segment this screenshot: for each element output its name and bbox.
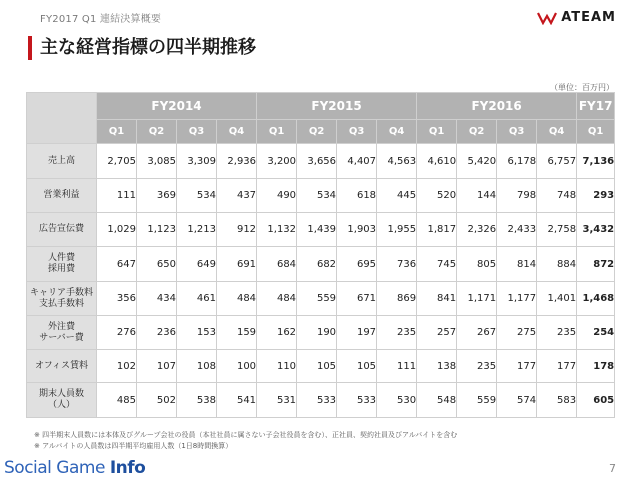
table-cell: 3,432 bbox=[577, 213, 615, 247]
table-cell: 162 bbox=[257, 316, 297, 350]
table-cell: 814 bbox=[497, 247, 537, 282]
table-cell: 872 bbox=[577, 247, 615, 282]
quarter-header: Q3 bbox=[497, 120, 537, 144]
table-cell: 197 bbox=[337, 316, 377, 350]
year-header: FY2016 bbox=[417, 93, 577, 120]
table-cell: 682 bbox=[297, 247, 337, 282]
table-cell: 2,936 bbox=[217, 144, 257, 179]
table-cell: 1,123 bbox=[137, 213, 177, 247]
table-cell: 138 bbox=[417, 350, 457, 383]
table-cell: 745 bbox=[417, 247, 457, 282]
table-cell: 691 bbox=[217, 247, 257, 282]
table-cell: 6,178 bbox=[497, 144, 537, 179]
table-cell: 3,656 bbox=[297, 144, 337, 179]
footnote: ※ アルバイトの人員数は四半期平均雇用人数（1日8時間換算） bbox=[34, 442, 233, 450]
table-cell: 4,610 bbox=[417, 144, 457, 179]
table-row bbox=[27, 350, 615, 383]
year-header-row bbox=[27, 93, 615, 120]
row-label bbox=[27, 316, 97, 350]
table-cell: 3,085 bbox=[137, 144, 177, 179]
kpi-table-body bbox=[27, 144, 615, 418]
table-cell: 4,563 bbox=[377, 144, 417, 179]
table-cell: 2,705 bbox=[97, 144, 137, 179]
table-cell: 798 bbox=[497, 179, 537, 213]
table-cell: 618 bbox=[337, 179, 377, 213]
row-label bbox=[27, 179, 97, 213]
table-cell: 502 bbox=[137, 383, 177, 418]
table-cell: 605 bbox=[577, 383, 615, 418]
table-cell: 178 bbox=[577, 350, 615, 383]
table-cell: 869 bbox=[377, 282, 417, 316]
row-label bbox=[27, 282, 97, 316]
table-cell: 583 bbox=[537, 383, 577, 418]
table-cell: 105 bbox=[297, 350, 337, 383]
table-cell: 461 bbox=[177, 282, 217, 316]
table-cell: 275 bbox=[497, 316, 537, 350]
unit-note: （単位：百万円） bbox=[550, 83, 614, 92]
table-cell: 3,200 bbox=[257, 144, 297, 179]
table-cell: 684 bbox=[257, 247, 297, 282]
row-label bbox=[27, 350, 97, 383]
table-cell: 111 bbox=[377, 350, 417, 383]
table-cell: 533 bbox=[337, 383, 377, 418]
table-cell: 671 bbox=[337, 282, 377, 316]
table-cell: 159 bbox=[217, 316, 257, 350]
row-label bbox=[27, 213, 97, 247]
table-row bbox=[27, 282, 615, 316]
table-cell: 110 bbox=[257, 350, 297, 383]
table-cell: 144 bbox=[457, 179, 497, 213]
table-cell: 1,171 bbox=[457, 282, 497, 316]
year-header: FY17 bbox=[577, 93, 615, 120]
table-cell: 1,903 bbox=[337, 213, 377, 247]
table-cell: 254 bbox=[577, 316, 615, 350]
footnote: ※ 四半期末人員数には本体及びグループ会社の役員（本社社員に属さない子会社役員を含む）、正社員、契約社員及びアルバイトを含む bbox=[34, 431, 458, 439]
quarter-header: Q3 bbox=[337, 120, 377, 144]
title-accent-bar bbox=[28, 36, 32, 60]
table-cell: 177 bbox=[497, 350, 537, 383]
quarter-header: Q2 bbox=[297, 120, 337, 144]
quarter-header-row bbox=[27, 120, 615, 144]
table-cell: 190 bbox=[297, 316, 337, 350]
row-label-line: 採用費 bbox=[47, 264, 75, 274]
table-cell: 649 bbox=[177, 247, 217, 282]
row-label-line: （人） bbox=[47, 400, 75, 410]
watermark-logo bbox=[4, 458, 145, 478]
table-cell: 541 bbox=[217, 383, 257, 418]
table-row bbox=[27, 213, 615, 247]
table-cell: 1,132 bbox=[257, 213, 297, 247]
table-cell: 884 bbox=[537, 247, 577, 282]
table-cell: 235 bbox=[457, 350, 497, 383]
table-cell: 107 bbox=[137, 350, 177, 383]
page-number: 7 bbox=[609, 462, 616, 475]
row-label bbox=[27, 247, 97, 282]
table-cell: 805 bbox=[457, 247, 497, 282]
table-cell: 485 bbox=[97, 383, 137, 418]
table-cell: 650 bbox=[137, 247, 177, 282]
table-cell: 1,439 bbox=[297, 213, 337, 247]
table-cell: 1,029 bbox=[97, 213, 137, 247]
table-cell: 2,433 bbox=[497, 213, 537, 247]
table-cell: 437 bbox=[217, 179, 257, 213]
table-cell: 276 bbox=[97, 316, 137, 350]
row-label bbox=[27, 383, 97, 418]
corner-cell bbox=[27, 93, 97, 144]
table-row bbox=[27, 316, 615, 350]
table-cell: 531 bbox=[257, 383, 297, 418]
table-cell: 484 bbox=[257, 282, 297, 316]
table-cell: 235 bbox=[537, 316, 577, 350]
logo-mark-icon bbox=[537, 11, 557, 25]
quarter-header: Q1 bbox=[257, 120, 297, 144]
table-cell: 490 bbox=[257, 179, 297, 213]
table-cell: 1,177 bbox=[497, 282, 537, 316]
table-cell: 520 bbox=[417, 179, 457, 213]
quarter-header: Q3 bbox=[177, 120, 217, 144]
table-cell: 5,420 bbox=[457, 144, 497, 179]
row-label-line: 支払手数料 bbox=[38, 298, 84, 309]
table-cell: 369 bbox=[137, 179, 177, 213]
table-cell: 235 bbox=[377, 316, 417, 350]
table-cell: 533 bbox=[297, 383, 337, 418]
table-cell: 153 bbox=[177, 316, 217, 350]
table-cell: 912 bbox=[217, 213, 257, 247]
quarter-header: Q2 bbox=[457, 120, 497, 144]
quarter-header: Q2 bbox=[137, 120, 177, 144]
watermark-text: Social Game bbox=[4, 458, 110, 478]
quarter-header: Q1 bbox=[577, 120, 615, 144]
company-logo bbox=[537, 10, 616, 25]
row-label bbox=[27, 144, 97, 179]
table-cell: 1,401 bbox=[537, 282, 577, 316]
quarter-header: Q1 bbox=[97, 120, 137, 144]
table-cell: 4,407 bbox=[337, 144, 377, 179]
table-cell: 293 bbox=[577, 179, 615, 213]
table-cell: 105 bbox=[337, 350, 377, 383]
document-subtitle: FY2017 Q1 連結決算概要 bbox=[40, 14, 162, 25]
table-cell: 559 bbox=[297, 282, 337, 316]
table-cell: 434 bbox=[137, 282, 177, 316]
footnotes bbox=[34, 430, 457, 452]
table-cell: 111 bbox=[97, 179, 137, 213]
row-label-line: 広告宣伝費 bbox=[38, 224, 84, 234]
table-cell: 841 bbox=[417, 282, 457, 316]
table-row bbox=[27, 247, 615, 282]
row-label-line: サーバー費 bbox=[39, 332, 84, 343]
watermark-text-info: Info bbox=[109, 458, 146, 478]
table-cell: 2,758 bbox=[537, 213, 577, 247]
table-cell: 1,817 bbox=[417, 213, 457, 247]
quarter-header: Q4 bbox=[377, 120, 417, 144]
quarter-header: Q1 bbox=[417, 120, 457, 144]
logo-text: ATEAM bbox=[561, 10, 616, 25]
table-cell: 1,213 bbox=[177, 213, 217, 247]
table-cell: 356 bbox=[97, 282, 137, 316]
table-cell: 534 bbox=[297, 179, 337, 213]
table-cell: 1,955 bbox=[377, 213, 417, 247]
table-cell: 177 bbox=[537, 350, 577, 383]
table-cell: 2,326 bbox=[457, 213, 497, 247]
quarter-header: Q4 bbox=[537, 120, 577, 144]
table-cell: 257 bbox=[417, 316, 457, 350]
table-cell: 736 bbox=[377, 247, 417, 282]
row-label-line: 期末人員数 bbox=[38, 389, 84, 399]
table-row bbox=[27, 179, 615, 213]
table-cell: 647 bbox=[97, 247, 137, 282]
table-cell: 1,468 bbox=[577, 282, 615, 316]
table-cell: 695 bbox=[337, 247, 377, 282]
page-title: 主な経営指標の四半期推移 bbox=[40, 37, 256, 58]
row-label-line: 営業利益 bbox=[43, 190, 80, 200]
table-cell: 100 bbox=[217, 350, 257, 383]
table-cell: 445 bbox=[377, 179, 417, 213]
table-cell: 534 bbox=[177, 179, 217, 213]
table-cell: 267 bbox=[457, 316, 497, 350]
table-row bbox=[27, 383, 615, 418]
table-cell: 6,757 bbox=[537, 144, 577, 179]
table-cell: 236 bbox=[137, 316, 177, 350]
table-cell: 108 bbox=[177, 350, 217, 383]
row-label-line: オフィス賃料 bbox=[34, 360, 88, 371]
kpi-table bbox=[26, 92, 615, 418]
row-label-line: キャリア手数料 bbox=[29, 287, 93, 298]
year-header: FY2014 bbox=[97, 93, 257, 120]
year-header: FY2015 bbox=[257, 93, 417, 120]
table-cell: 559 bbox=[457, 383, 497, 418]
table-cell: 748 bbox=[537, 179, 577, 213]
table-cell: 484 bbox=[217, 282, 257, 316]
table-cell: 7,136 bbox=[577, 144, 615, 179]
quarter-header: Q4 bbox=[217, 120, 257, 144]
row-label-line: 売上高 bbox=[47, 155, 75, 166]
table-cell: 102 bbox=[97, 350, 137, 383]
table-row bbox=[27, 144, 615, 179]
row-label-line: 人件費 bbox=[47, 253, 75, 263]
table-cell: 530 bbox=[377, 383, 417, 418]
table-cell: 574 bbox=[497, 383, 537, 418]
table-cell: 548 bbox=[417, 383, 457, 418]
row-label-line: 外注費 bbox=[47, 321, 75, 332]
table-cell: 3,309 bbox=[177, 144, 217, 179]
table-cell: 538 bbox=[177, 383, 217, 418]
